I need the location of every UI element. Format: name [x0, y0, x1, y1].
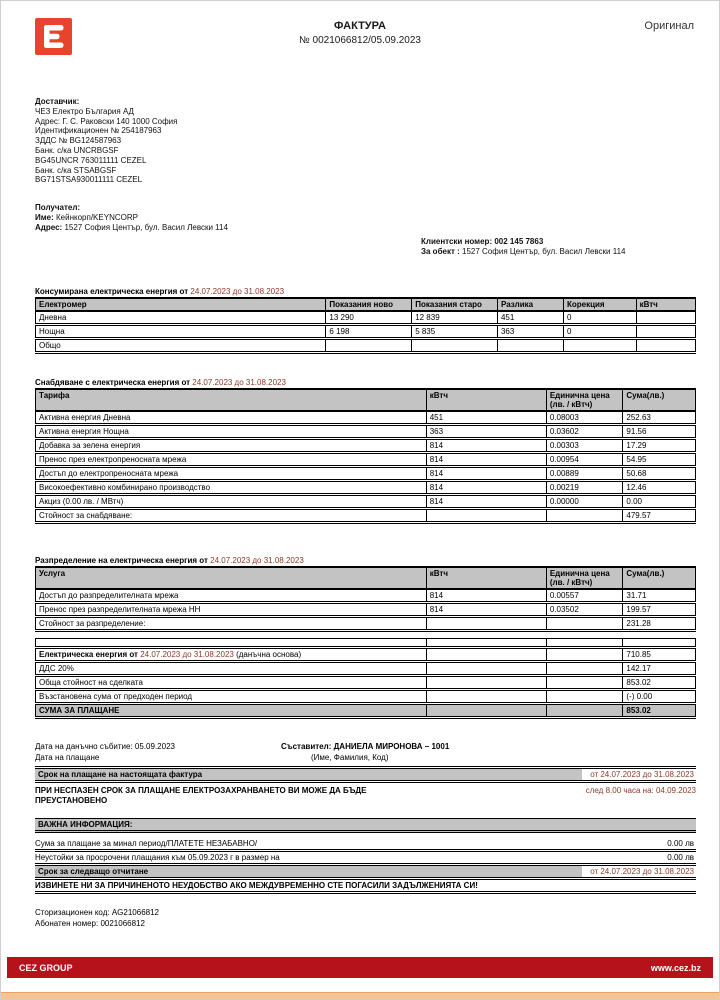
tax-event-label: Дата на данъчно събитие:: [35, 742, 133, 751]
amount-cell: 252.63: [623, 411, 696, 425]
empty-cell: [426, 662, 546, 676]
unit-price-cell: 0.03502: [546, 603, 623, 617]
table-row: [36, 411, 696, 425]
difference-cell: 363: [497, 325, 563, 339]
client-site-line: [421, 247, 626, 257]
tariff-cell: Пренос през електропреносната мрежа: [36, 453, 427, 467]
empty-cell: [623, 639, 696, 648]
tariff-cell: Достъп до електропреносната мрежа: [36, 467, 427, 481]
next-reading-label: Срок за следващо отчитане: [35, 866, 582, 877]
tax-base-label: Електрическа енергия от: [39, 650, 138, 659]
composer-name: ДАНИЕЛА МИРОНОВА – 1001: [333, 742, 450, 751]
reading-new-cell: 6 198: [326, 325, 412, 339]
column-header: Единична цена (лв. / кВтч): [546, 389, 623, 411]
supplier-vat-number: ЗДДС № BG124587963: [35, 136, 122, 146]
document-title-block: [1, 20, 719, 46]
subtotal-label-cell: Стойност за снабдяване:: [36, 509, 427, 523]
empty-cell: [636, 339, 695, 353]
consumption-table-title: [35, 287, 696, 296]
composer: [281, 741, 449, 752]
empty-cell: [426, 639, 546, 648]
spacer-row: [36, 639, 696, 648]
empty-cell: [426, 617, 546, 631]
column-header: кВтч: [636, 298, 695, 311]
amount-cell: 17.29: [623, 439, 696, 453]
kwh-cell: 814: [426, 453, 546, 467]
client-block: [421, 237, 626, 257]
column-header: Корекция: [563, 298, 636, 311]
codes-block: [35, 908, 696, 929]
supplier-iban-1: BG45UNCR 763011111 CEZEL: [35, 155, 147, 165]
column-header: Тарифа: [36, 389, 427, 411]
tariff-cell: Активна енергия Дневна: [36, 411, 427, 425]
unit-price-cell: 0.00889: [546, 467, 623, 481]
tax-base-dates: 24.07.2023 до 31.08.2023: [140, 650, 234, 659]
disconnection-warning-row: [35, 786, 696, 796]
next-reading-row: [35, 866, 696, 880]
amount-due-label-cell: СУМА ЗА ПЛАЩАНЕ: [36, 704, 427, 718]
supplier-block: [35, 97, 177, 185]
empty-cell: [412, 339, 498, 353]
amount-cell: 54.95: [623, 453, 696, 467]
empty-cell: [426, 690, 546, 704]
penalties-amount: 0.00 лв: [667, 853, 694, 862]
recipient-block: [35, 203, 228, 232]
supplier-address: Адрес: Г. С. Раковски 140 1000 София: [35, 116, 178, 126]
supply-title-text: Снабдяване с електрическа енергия от: [35, 378, 191, 387]
column-header: Разлика: [497, 298, 563, 311]
empty-cell: [563, 339, 636, 353]
unit-price-cell: 0.00954: [546, 453, 623, 467]
subtotal-amount-cell: 231.28: [623, 617, 696, 631]
table-row: [36, 467, 696, 481]
client-site-label: За обект :: [421, 247, 460, 256]
copy-type-label: Оригинал: [644, 20, 694, 32]
payment-date-label: Дата на плащане: [35, 753, 100, 762]
consumption-title-text: Консумирана електрическа енергия от: [35, 287, 189, 296]
subtotal-amount-cell: 479.57: [623, 509, 696, 523]
amount-cell: 199.57: [623, 603, 696, 617]
penalties-label: Неустойки за просрочени плащания към 05.09.2023 г в размер на: [35, 853, 280, 862]
footer-website: www.cez.bz: [650, 962, 701, 973]
table-row: [36, 311, 696, 325]
vat-label-cell: ДДС 20%: [36, 662, 427, 676]
empty-cell: [426, 676, 546, 690]
column-header: Показания ново: [326, 298, 412, 311]
composer-label: Съставител:: [281, 742, 332, 751]
correction-cell: 0: [563, 311, 636, 325]
tax-base-label-cell: [36, 648, 427, 662]
column-header: кВтч: [426, 389, 546, 411]
recipient-address-label: Адрес:: [35, 222, 63, 232]
service-cell: Достъп до разпределителната мрежа: [36, 589, 427, 603]
difference-cell: 451: [497, 311, 563, 325]
amount-cell: 50.68: [623, 467, 696, 481]
doc-number: № 0021066812/05.09.2023: [299, 35, 421, 46]
unit-price-cell: 0.00303: [546, 439, 623, 453]
table-row: [36, 425, 696, 439]
table-row: [36, 509, 696, 523]
supplier-iban-2: BG71STSA930011111 CEZEL: [35, 175, 143, 185]
client-number-line: [421, 237, 626, 247]
empty-cell: [426, 704, 546, 718]
tax-base-row: [36, 648, 696, 662]
empty-cell: [546, 639, 623, 648]
amount-cell: 0.00: [623, 495, 696, 509]
past-due-label: Сума за плащане за минал период/ПЛАТЕТЕ НЕЗАБАВНО/: [35, 839, 258, 848]
unit-price-cell: 0.00219: [546, 481, 623, 495]
kwh-cell: 814: [426, 467, 546, 481]
distribution-table-title: [35, 556, 696, 565]
unit-price-cell: 0.00557: [546, 589, 623, 603]
kwh-cell: 363: [426, 425, 546, 439]
distribution-title-text: Разпределение на електрическа енергия от: [35, 556, 208, 565]
next-reading-dates: от 24.07.2023 до 31.08.2023: [590, 867, 694, 876]
empty-cell: [426, 509, 546, 523]
consumption-title-dates: 24.07.2023 до 31.08.2023: [190, 287, 285, 296]
amount-cell: 91.56: [623, 425, 696, 439]
amount-due-row: [36, 704, 696, 718]
disconnection-warning-text-2: ПРЕУСТАНОВЕНО: [35, 796, 108, 805]
kwh-cell: 814: [426, 481, 546, 495]
column-header: Сума(лв.): [623, 389, 696, 411]
reading-new-cell: 13 290: [326, 311, 412, 325]
supply-header-row: [36, 389, 696, 411]
supplier-bank-1: Банк. с/ка UNCRBGSF: [35, 145, 119, 155]
table-row: [36, 617, 696, 631]
meter-tariff-cell: Нощна: [36, 325, 326, 339]
authorization-code-value: AG21066812: [111, 908, 159, 917]
tax-base-amount-cell: 710.85: [623, 648, 696, 662]
table-row: [36, 603, 696, 617]
disconnection-warning-date: след 8.00 часа на: 04.09.2023: [585, 786, 696, 795]
column-header: Показания старо: [412, 298, 498, 311]
empty-cell: [426, 648, 546, 662]
refund-label-cell: Възстановена сума от предходен период: [36, 690, 427, 704]
supplier-bank-2: Банк. с/ка STSABGSF: [35, 165, 117, 175]
recipient-name: Кейнкорп/KEYNCORP: [56, 212, 138, 222]
unit-price-cell: 0.08003: [546, 411, 623, 425]
reading-old-cell: 5 835: [412, 325, 498, 339]
distribution-title-dates: 24.07.2023 до 31.08.2023: [210, 556, 304, 565]
totals-table: [35, 638, 696, 719]
empty-cell: [326, 339, 412, 353]
recipient-name-label: Име:: [35, 212, 54, 222]
supplier-id-number: Идентификационен № 254187963: [35, 126, 162, 136]
empty-cell: [546, 509, 623, 523]
doc-title: ФАКТУРА: [334, 20, 386, 32]
authorization-code-label: Сторизационен код:: [35, 908, 110, 917]
tariff-cell: Добавка за зелена енергия: [36, 439, 427, 453]
table-row: [36, 495, 696, 509]
past-due-amount: 0.00 лв: [667, 839, 694, 848]
gross-total-amount-cell: 853.02: [623, 676, 696, 690]
supply-table: [35, 388, 696, 524]
subscriber-number-line: [35, 919, 696, 930]
empty-cell: [546, 704, 623, 718]
supplier-heading: Доставчик:: [35, 97, 80, 106]
table-row: [36, 453, 696, 467]
distribution-header-row: [36, 567, 696, 589]
table-row: [36, 589, 696, 603]
column-header: Услуга: [36, 567, 427, 589]
payment-deadline-row: [35, 766, 696, 783]
empty-cell: [636, 311, 695, 325]
empty-cell: [546, 662, 623, 676]
bottom-accent-strip: [1, 992, 719, 999]
consumption-table: [35, 297, 696, 354]
subscriber-number-label: Абонатен номер:: [35, 918, 99, 928]
meter-tariff-cell: Дневна: [36, 311, 326, 325]
subtotal-label-cell: Стойност за разпределение:: [36, 617, 427, 631]
tariff-cell: Високоефективно комбинирано производство: [36, 481, 427, 495]
consumption-header-row: [36, 298, 696, 311]
recipient-name-line: [35, 213, 228, 223]
empty-cell: [546, 676, 623, 690]
kwh-cell: 451: [426, 411, 546, 425]
gross-total-label-cell: Обща стойност на сделката: [36, 676, 427, 690]
client-number-label: Клиентски номер:: [421, 237, 493, 246]
invoice-body: [35, 287, 696, 929]
penalties-row: [35, 852, 696, 866]
kwh-cell: 814: [426, 603, 546, 617]
gross-total-row: [36, 676, 696, 690]
amount-cell: 31.71: [623, 589, 696, 603]
column-header: Сума(лв.): [623, 567, 696, 589]
recipient-address-line: [35, 223, 228, 233]
tax-event-date: 05.09.2023: [134, 742, 175, 751]
amount-due-cell: 853.02: [623, 704, 696, 718]
unit-price-cell: 0.00000: [546, 495, 623, 509]
important-info-block: [35, 818, 696, 894]
kwh-cell: 814: [426, 589, 546, 603]
recipient-address: 1527 София Център, бул. Васил Левски 114: [64, 222, 228, 232]
refund-amount-cell: (-) 0.00: [623, 690, 696, 704]
supplier-name: ЧЕЗ Електро България АД: [35, 106, 134, 116]
tax-event-line: [35, 741, 696, 752]
payment-deadline-label: Срок на плащане на настоящата фактура: [35, 769, 582, 780]
payment-date-line: [35, 752, 696, 763]
service-cell: Пренос през разпределителната мрежа НН: [36, 603, 427, 617]
total-label-cell: Общо: [36, 339, 326, 353]
meta-block: [35, 741, 696, 806]
empty-cell: [546, 648, 623, 662]
correction-cell: 0: [563, 325, 636, 339]
disconnection-warning-text: ПРИ НЕСПАЗЕН СРОК ЗА ПЛАЩАНЕ ЕЛЕКТРОЗАХРАНВАНЕТО ВИ МОЖЕ ДА БЪДЕ: [35, 786, 367, 795]
empty-cell: [36, 639, 427, 648]
client-site: 1527 София Център, бул. Васил Левски 114: [462, 247, 626, 256]
important-info-heading: ВАЖНА ИНФОРМАЦИЯ:: [35, 818, 696, 833]
authorization-code-line: [35, 908, 696, 919]
refund-row: [36, 690, 696, 704]
apology-text: ИЗВИНЕТЕ НИ ЗА ПРИЧИНЕНОТО НЕУДОБСТВО АКО МЕЖДУВРЕМЕННО СТЕ ПОГАСИЛИ ЗАДЪЛЖЕНИЯТА СИ!: [35, 880, 696, 894]
empty-cell: [636, 325, 695, 339]
subscriber-number-value: 0021066812: [100, 918, 145, 928]
empty-cell: [546, 617, 623, 631]
reading-old-cell: 12 839: [412, 311, 498, 325]
tariff-cell: Акциз (0.00 лв. / МВтч): [36, 495, 427, 509]
footer-bar: [7, 957, 713, 978]
supply-title-dates: 24.07.2023 до 31.08.2023: [192, 378, 286, 387]
table-row: [36, 439, 696, 453]
column-header: Електромер: [36, 298, 326, 311]
empty-cell: [497, 339, 563, 353]
vat-amount-cell: 142.17: [623, 662, 696, 676]
tariff-cell: Активна енергия Нощна: [36, 425, 427, 439]
amount-cell: 12.46: [623, 481, 696, 495]
column-header: Единична цена (лв. / кВтч): [546, 567, 623, 589]
table-row: [36, 481, 696, 495]
composer-note: (Име, Фамилия, Код): [311, 753, 389, 762]
payment-deadline-dates: от 24.07.2023 до 31.08.2023: [590, 770, 694, 779]
table-row: [36, 325, 696, 339]
distribution-table: [35, 566, 696, 632]
table-row: [36, 339, 696, 353]
past-due-row: [35, 838, 696, 852]
kwh-cell: 814: [426, 439, 546, 453]
vat-row: [36, 662, 696, 676]
unit-price-cell: 0.03602: [546, 425, 623, 439]
tax-event: [35, 741, 281, 752]
client-number: 002 145 7863: [494, 237, 544, 246]
column-header: кВтч: [426, 567, 546, 589]
supply-table-title: [35, 378, 696, 387]
recipient-heading: Получател:: [35, 203, 81, 212]
tax-base-suffix: (данъчна основа): [236, 650, 302, 659]
kwh-cell: 814: [426, 495, 546, 509]
empty-cell: [546, 690, 623, 704]
footer-company-name: CEZ GROUP: [19, 962, 73, 973]
